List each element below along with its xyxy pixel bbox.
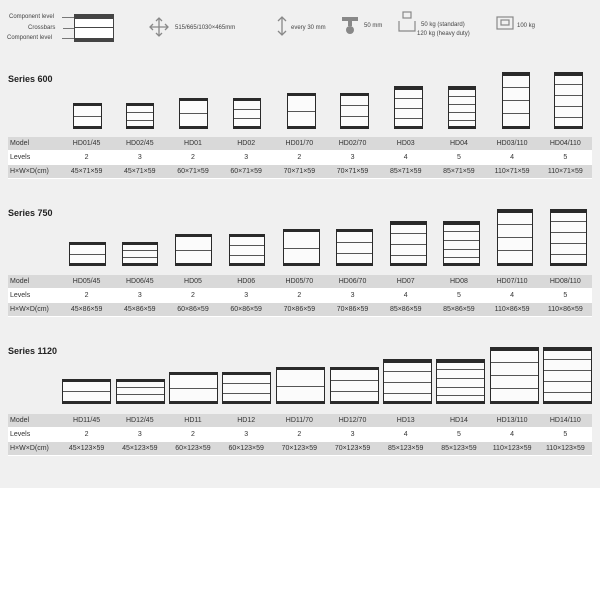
unit-drawing — [554, 72, 583, 129]
legend — [0, 0, 600, 52]
levels-cell: 4 — [486, 289, 539, 303]
model-cell: HD14 — [432, 414, 485, 428]
dimensions-cell: 110×86×59 — [486, 303, 539, 317]
dimensions-cell: 85×123×59 — [432, 442, 485, 456]
model-cell: HD06/45 — [113, 275, 166, 289]
unit-drawing — [497, 209, 533, 266]
legend-unit-top-bar — [75, 15, 113, 19]
unit-drawing — [229, 234, 265, 266]
levels-cell: 3 — [220, 428, 273, 442]
levels-cell: 2 — [166, 428, 219, 442]
dimensions-cell: 45×123×59 — [113, 442, 166, 456]
unit-drawing — [116, 379, 165, 404]
dimensions-cell: 70×86×59 — [326, 303, 379, 317]
legend-crossbars: Crossbars — [28, 25, 56, 31]
unit-drawing — [287, 93, 316, 129]
levels-cell: 3 — [326, 151, 379, 165]
model-cell: HD13 — [379, 414, 432, 428]
model-cell: HD02/45 — [113, 137, 166, 151]
legend-load-heavy: 120 kg (heavy duty) — [417, 31, 470, 37]
total-load-icon — [496, 16, 514, 30]
unit-drawing — [62, 379, 111, 404]
shelf-load-icon — [397, 11, 417, 35]
levels-cell: 5 — [539, 289, 592, 303]
dimensions-cell: 85×123×59 — [379, 442, 432, 456]
model-cell: HD02/70 — [326, 137, 379, 151]
unit-drawing — [550, 209, 587, 266]
model-cell: HD03/110 — [486, 137, 539, 151]
levels-cell: 3 — [326, 289, 379, 303]
model-cell: HD11 — [166, 414, 219, 428]
levels-cell: 2 — [166, 151, 219, 165]
model-cell: HD02 — [220, 137, 273, 151]
dimensions-cell: 85×86×59 — [379, 303, 432, 317]
dimensions-header: H×W×D(cm) — [8, 303, 60, 317]
model-header: Model — [8, 137, 60, 151]
model-cell: HD13/110 — [486, 414, 539, 428]
levels-cell: 4 — [486, 151, 539, 165]
unit-drawing — [175, 234, 212, 266]
dimensions-cell: 70×71×59 — [326, 165, 379, 179]
dimensions-cell: 110×71×59 — [539, 165, 592, 179]
levels-cell: 2 — [60, 428, 113, 442]
model-cell: HD08 — [432, 275, 485, 289]
dimensions-cell: 70×71×59 — [273, 165, 326, 179]
unit-drawing — [233, 98, 261, 129]
levels-cell: 3 — [220, 151, 273, 165]
dimensions-cell: 110×86×59 — [539, 303, 592, 317]
model-cell: HD12 — [220, 414, 273, 428]
dimensions-cell: 110×123×59 — [486, 442, 539, 456]
dimensions-cell: 60×123×59 — [166, 442, 219, 456]
unit-drawing — [336, 229, 373, 266]
model-cell: HD06/70 — [326, 275, 379, 289]
model-cell: HD08/110 — [539, 275, 592, 289]
levels-header: Levels — [8, 428, 60, 442]
unit-drawing — [276, 367, 325, 404]
legend-sizes: 515/665/1030×465mm — [175, 25, 236, 31]
dimensions-cell: 45×71×59 — [60, 165, 113, 179]
dimensions-row — [8, 303, 592, 317]
levels-cell: 4 — [379, 289, 432, 303]
dimensions-cell: 45×86×59 — [60, 303, 113, 317]
levels-cell: 2 — [273, 151, 326, 165]
model-cell: HD11/70 — [273, 414, 326, 428]
legend-pointer-bottom — [62, 38, 74, 39]
dimensions-cell: 110×123×59 — [539, 442, 592, 456]
dimensions-cell: 45×123×59 — [60, 442, 113, 456]
model-cell: HD14/110 — [539, 414, 592, 428]
levels-cell: 3 — [113, 151, 166, 165]
unit-drawing — [543, 347, 592, 404]
legend-unit-diagram — [74, 14, 114, 42]
levels-cell: 5 — [539, 428, 592, 442]
dimensions-header: H×W×D(cm) — [8, 165, 60, 179]
model-cell: HD01/45 — [60, 137, 113, 151]
unit-drawing — [283, 229, 320, 266]
model-cell: HD04 — [432, 137, 485, 151]
unit-drawing — [179, 98, 208, 129]
series-title: Series 1120 — [8, 346, 58, 356]
model-cell: HD04/110 — [539, 137, 592, 151]
legend-pointer-middle — [63, 28, 74, 29]
spec-table — [8, 137, 592, 179]
levels-cell: 2 — [60, 289, 113, 303]
series-title: Series 750 — [8, 208, 53, 218]
legend-load-standard: 50 kg (standard) — [421, 22, 465, 28]
dimensions-row — [8, 442, 592, 456]
legend-component-level-top: Component level — [9, 14, 55, 20]
levels-row — [8, 428, 592, 442]
levels-cell: 2 — [166, 289, 219, 303]
dimensions-cell: 70×123×59 — [326, 442, 379, 456]
levels-header: Levels — [8, 289, 60, 303]
unit-drawing — [502, 72, 530, 129]
unit-drawing — [330, 367, 379, 404]
unit-drawing — [340, 93, 369, 129]
unit-drawing — [490, 347, 539, 404]
model-cell: HD01 — [166, 137, 219, 151]
spec-table — [8, 275, 592, 317]
dimensions-cell: 85×71×59 — [379, 165, 432, 179]
legend-unit-bottom-bar — [75, 38, 113, 41]
dimension-arrows-icon — [148, 16, 170, 38]
model-cell: HD07/110 — [486, 275, 539, 289]
model-cell: HD07 — [379, 275, 432, 289]
model-cell: HD12/70 — [326, 414, 379, 428]
dimensions-cell: 60×86×59 — [166, 303, 219, 317]
levels-row — [8, 289, 592, 303]
model-header: Model — [8, 414, 60, 428]
dimensions-row — [8, 165, 592, 179]
caster-icon — [340, 15, 360, 35]
unit-drawing — [448, 86, 476, 129]
dimensions-cell: 110×71×59 — [486, 165, 539, 179]
levels-cell: 4 — [486, 428, 539, 442]
levels-row — [8, 151, 592, 165]
legend-component-level-bottom: Component level — [7, 35, 53, 41]
dimensions-cell: 85×86×59 — [432, 303, 485, 317]
unit-drawing — [169, 372, 218, 404]
unit-drawing — [383, 359, 432, 404]
legend-total-load: 100 kg — [517, 23, 536, 29]
levels-header: Levels — [8, 151, 60, 165]
levels-cell: 3 — [113, 289, 166, 303]
unit-drawing — [390, 221, 427, 266]
dimensions-cell: 60×71×59 — [220, 165, 273, 179]
unit-drawing — [443, 221, 480, 266]
model-cell: HD11/45 — [60, 414, 113, 428]
unit-drawing — [436, 359, 485, 404]
unit-drawing — [69, 242, 106, 266]
model-row — [8, 275, 592, 289]
levels-cell: 3 — [113, 428, 166, 442]
unit-drawing — [222, 372, 271, 404]
levels-cell: 2 — [273, 289, 326, 303]
levels-cell: 2 — [273, 428, 326, 442]
dimensions-cell: 70×123×59 — [273, 442, 326, 456]
dimensions-cell: 60×123×59 — [220, 442, 273, 456]
model-cell: HD05/45 — [60, 275, 113, 289]
unit-drawing — [394, 86, 423, 129]
dimensions-cell: 60×86×59 — [220, 303, 273, 317]
model-row — [8, 137, 592, 151]
unit-drawing — [73, 103, 102, 129]
model-cell: HD06 — [220, 275, 273, 289]
legend-caster: 50 mm — [364, 23, 383, 29]
dimensions-cell: 45×86×59 — [113, 303, 166, 317]
levels-cell: 3 — [220, 289, 273, 303]
model-cell: HD01/70 — [273, 137, 326, 151]
model-cell: HD05/70 — [273, 275, 326, 289]
model-row — [8, 414, 592, 428]
series-title: Series 600 — [8, 74, 53, 84]
model-cell: HD03 — [379, 137, 432, 151]
dimensions-header: H×W×D(cm) — [8, 442, 60, 456]
legend-pointer-top — [62, 17, 74, 18]
spec-table — [8, 414, 592, 456]
levels-cell: 5 — [432, 151, 485, 165]
levels-cell: 4 — [379, 151, 432, 165]
levels-cell: 2 — [60, 151, 113, 165]
levels-cell: 3 — [326, 428, 379, 442]
legend-unit-crossbar — [75, 27, 113, 28]
levels-cell: 5 — [539, 151, 592, 165]
unit-drawing — [126, 103, 154, 129]
dimensions-cell: 45×71×59 — [113, 165, 166, 179]
dimensions-cell: 60×71×59 — [166, 165, 219, 179]
legend-adjust: every 30 mm — [291, 25, 326, 31]
levels-cell: 5 — [432, 289, 485, 303]
model-cell: HD12/45 — [113, 414, 166, 428]
height-adjust-icon — [276, 15, 288, 37]
dimensions-cell: 70×86×59 — [273, 303, 326, 317]
model-cell: HD05 — [166, 275, 219, 289]
model-header: Model — [8, 275, 60, 289]
unit-drawing — [122, 242, 158, 266]
levels-cell: 5 — [432, 428, 485, 442]
dimensions-cell: 85×71×59 — [432, 165, 485, 179]
levels-cell: 4 — [379, 428, 432, 442]
